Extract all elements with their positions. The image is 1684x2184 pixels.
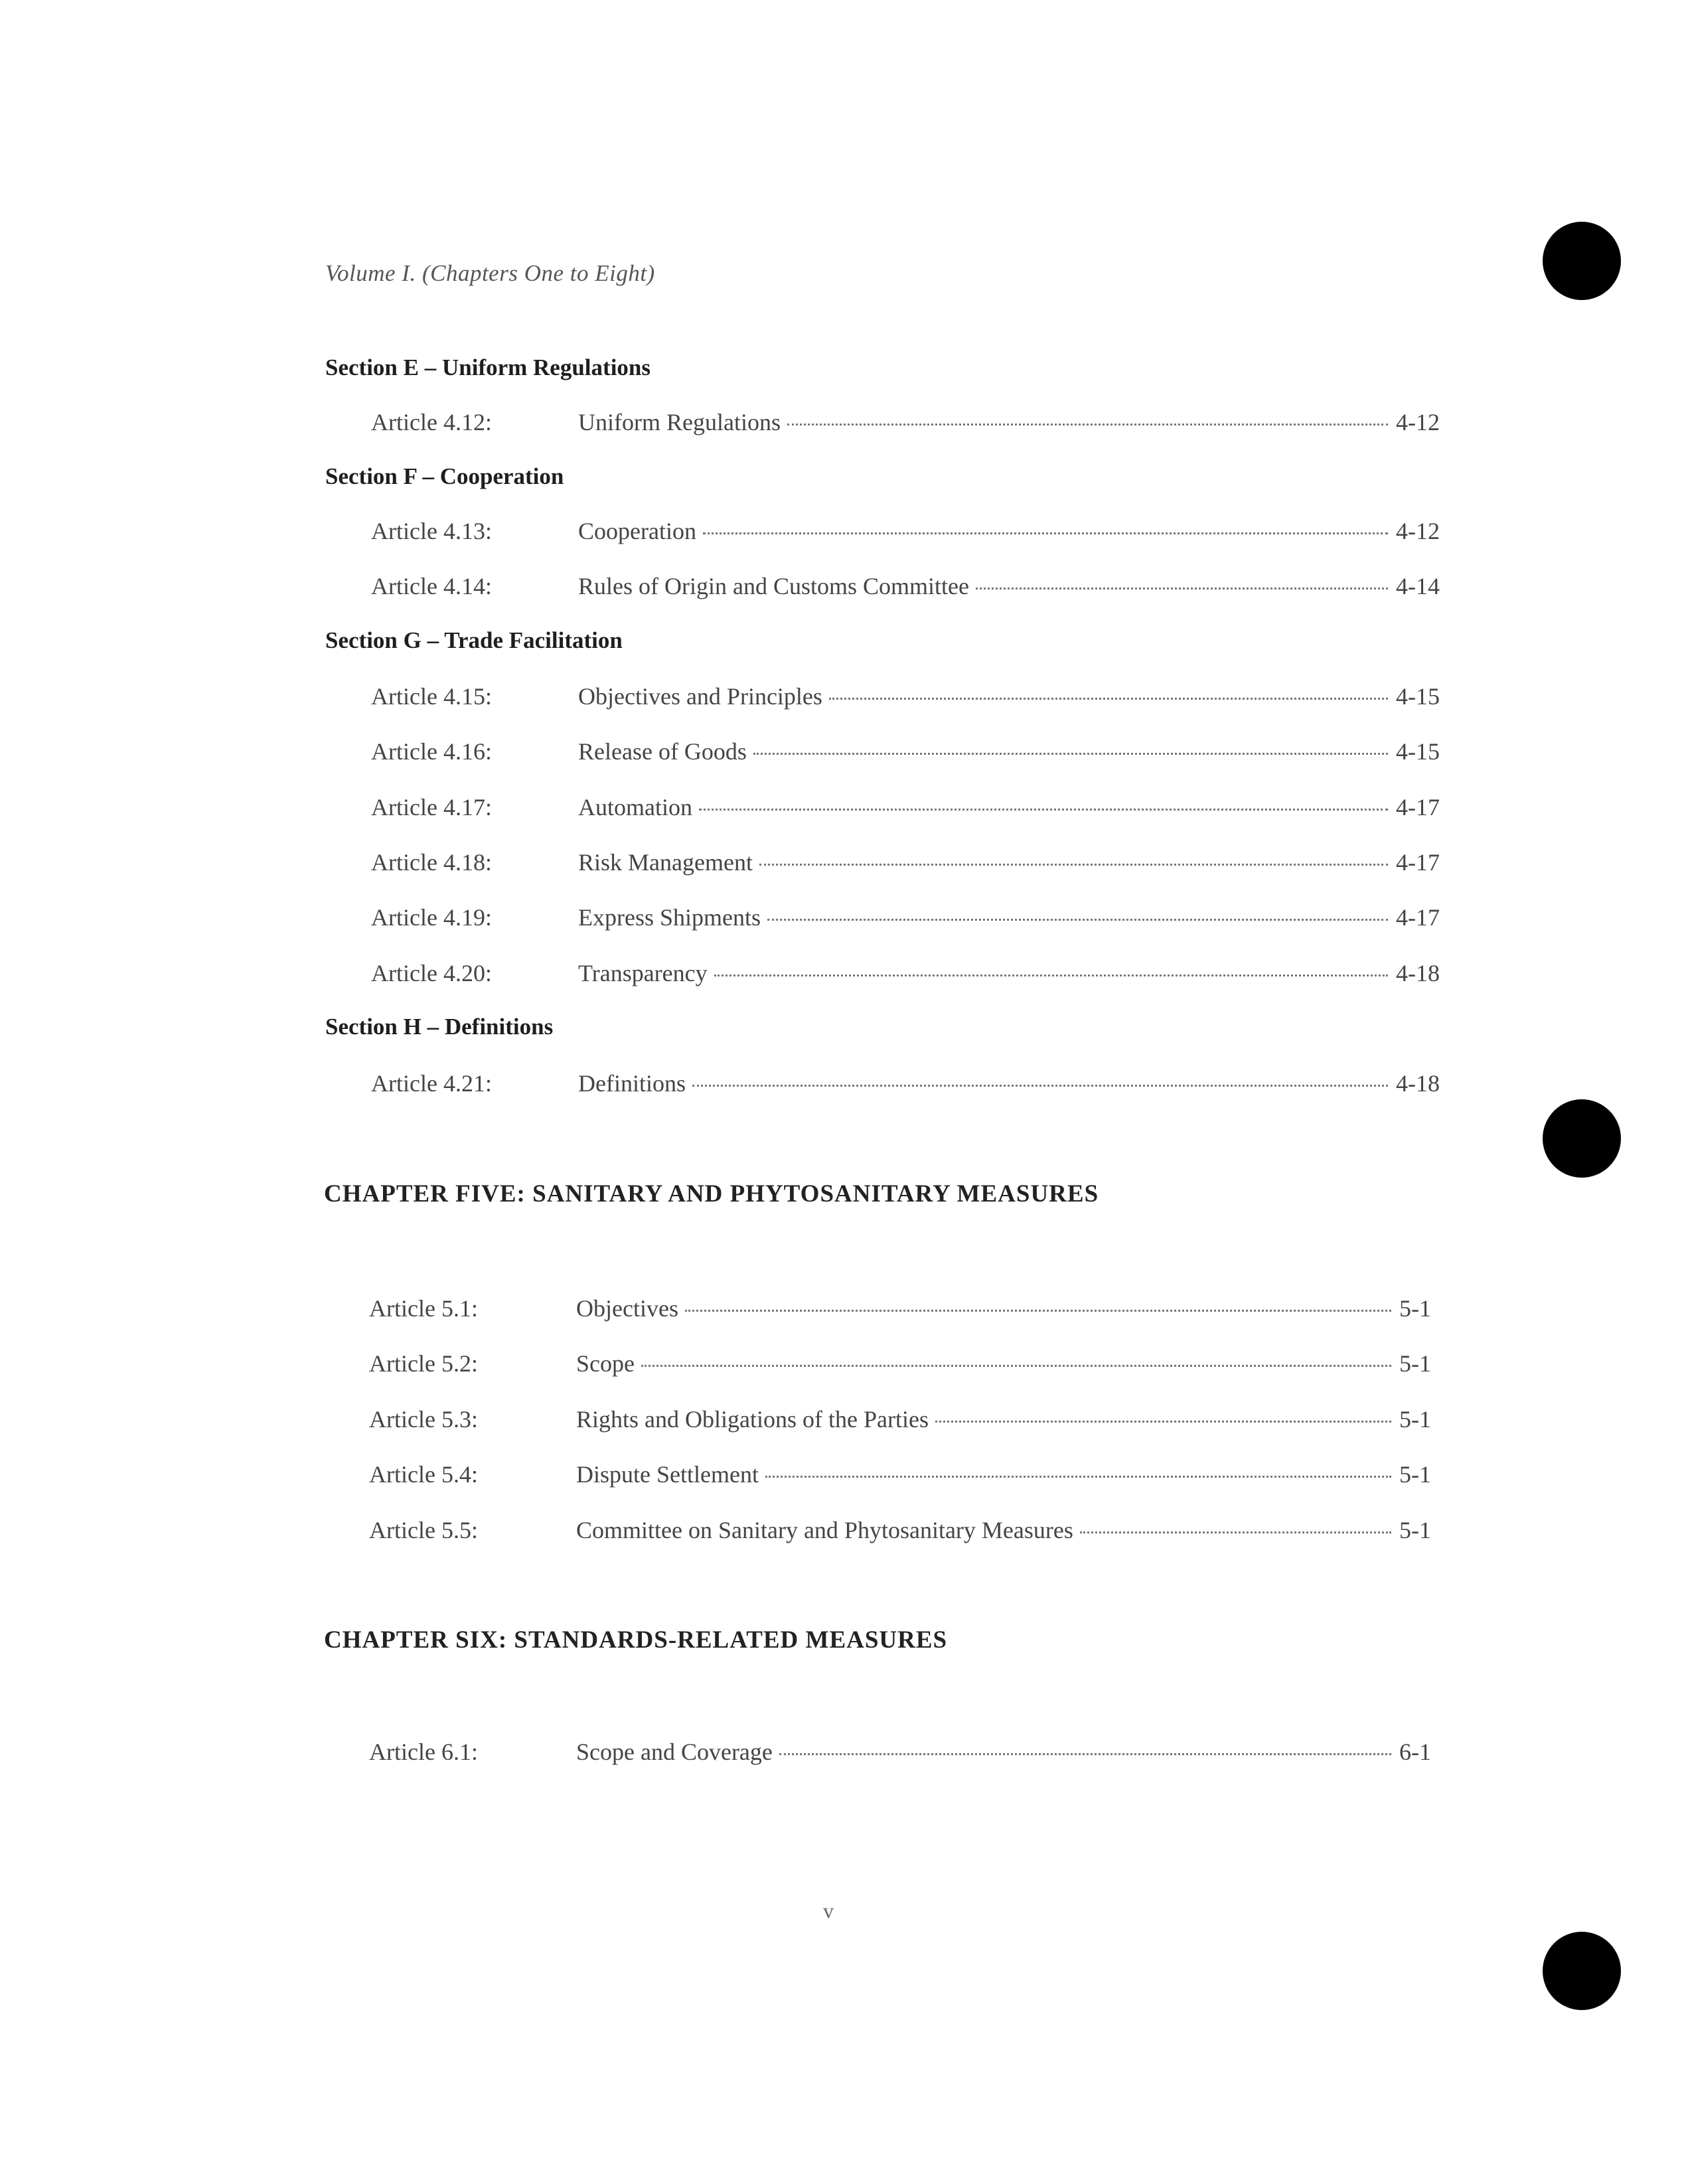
dot-leader [976, 587, 1388, 589]
dot-leader [787, 424, 1388, 426]
toc-row[interactable] [369, 1516, 1431, 1548]
toc-page-ref: 5-1 [1399, 1406, 1431, 1433]
toc-page-ref: 4-18 [1396, 1070, 1440, 1097]
dot-leader [829, 698, 1388, 700]
toc-page-ref: 4-12 [1396, 409, 1440, 435]
toc-row[interactable] [369, 1350, 1431, 1381]
toc-article-title: Objectives and Principles [578, 683, 822, 710]
toc-page-ref: 4-18 [1396, 960, 1440, 986]
toc-page-ref: 5-1 [1399, 1295, 1431, 1322]
chapter-six-heading: CHAPTER SIX: STANDARDS-RELATED MEASURES [324, 1626, 948, 1654]
toc-row[interactable] [371, 848, 1440, 880]
toc-page-ref: 4-17 [1396, 794, 1440, 820]
toc-row[interactable] [369, 1405, 1431, 1437]
toc-article-number: Article 4.18: [371, 849, 492, 876]
toc-article-number: Article 4.12: [371, 409, 492, 435]
toc-page-ref: 4-15 [1396, 738, 1440, 765]
toc-article-number: Article 4.14: [371, 573, 492, 599]
toc-row[interactable] [371, 793, 1440, 825]
toc-row[interactable] [371, 682, 1440, 714]
toc-article-title: Transparency [578, 960, 708, 986]
toc-row[interactable] [371, 408, 1440, 440]
toc-row[interactable] [369, 1460, 1431, 1492]
toc-article-title: Risk Management [578, 849, 753, 876]
toc-article-title: Scope and Coverage [576, 1739, 773, 1765]
toc-row[interactable] [369, 1294, 1431, 1326]
dot-leader [779, 1753, 1391, 1755]
toc-article-number: Article 4.15: [371, 683, 492, 710]
toc-article-number: Article 4.17: [371, 794, 492, 820]
toc-page-ref: 4-17 [1396, 904, 1440, 931]
section-h-heading: Section H – Definitions [325, 1014, 554, 1040]
toc-article-title: Objectives [576, 1295, 678, 1322]
toc-article-title: Committee on Sanitary and Phytosanitary Measures [576, 1517, 1073, 1543]
page-number: v [823, 1899, 834, 1922]
toc-article-number: Article 4.21: [371, 1070, 492, 1097]
toc-row[interactable] [371, 738, 1440, 769]
toc-page-ref: 5-1 [1399, 1517, 1431, 1543]
toc-row[interactable] [371, 517, 1440, 549]
toc-row[interactable] [371, 1069, 1440, 1101]
toc-article-title: Rights and Obligations of the Parties [576, 1406, 929, 1433]
toc-article-number: Article 5.3: [369, 1406, 478, 1433]
dot-leader [765, 1476, 1391, 1478]
dot-leader [703, 532, 1388, 534]
dot-leader [935, 1421, 1391, 1423]
toc-article-number: Article 5.1: [369, 1295, 478, 1322]
toc-article-number: Article 4.16: [371, 738, 492, 765]
section-f-heading: Section F – Cooperation [325, 463, 564, 489]
toc-article-number: Article 4.19: [371, 904, 492, 931]
punch-hole-top [1543, 222, 1621, 300]
section-e-heading: Section E – Uniform Regulations [325, 354, 651, 380]
dot-leader [1080, 1531, 1391, 1533]
toc-article-title: Automation [578, 794, 692, 820]
toc-article-title: Rules of Origin and Customs Committee [578, 573, 969, 599]
toc-article-title: Cooperation [578, 518, 696, 544]
dot-leader [699, 809, 1388, 811]
toc-page-ref: 4-15 [1396, 683, 1440, 710]
chapter-five-heading: CHAPTER FIVE: SANITARY AND PHYTOSANITARY MEASURES [324, 1180, 1099, 1208]
toc-row[interactable] [371, 572, 1440, 604]
toc-article-number: Article 6.1: [369, 1739, 478, 1765]
toc-page-ref: 4-14 [1396, 573, 1440, 599]
toc-row[interactable] [369, 1738, 1431, 1770]
toc-page-ref: 6-1 [1399, 1739, 1431, 1765]
toc-article-number: Article 4.20: [371, 960, 492, 986]
toc-row[interactable] [371, 959, 1440, 991]
toc-article-title: Release of Goods [578, 738, 747, 765]
toc-article-number: Article 5.2: [369, 1350, 478, 1377]
toc-article-number: Article 4.13: [371, 518, 492, 544]
dot-leader [759, 864, 1388, 866]
punch-hole-middle [1543, 1099, 1621, 1178]
toc-page-ref: 5-1 [1399, 1350, 1431, 1377]
toc-page-ref: 4-12 [1396, 518, 1440, 544]
dot-leader [714, 975, 1388, 976]
dot-leader [685, 1310, 1391, 1312]
toc-article-title: Express Shipments [578, 904, 761, 931]
toc-article-title: Scope [576, 1350, 635, 1377]
dot-leader [692, 1085, 1388, 1087]
punch-hole-bottom [1543, 1932, 1621, 2010]
dot-leader [641, 1365, 1391, 1367]
section-g-heading: Section G – Trade Facilitation [325, 627, 623, 653]
toc-article-number: Article 5.4: [369, 1461, 478, 1488]
toc-article-number: Article 5.5: [369, 1517, 478, 1543]
toc-article-title: Dispute Settlement [576, 1461, 759, 1488]
dot-leader [753, 753, 1388, 755]
toc-article-title: Uniform Regulations [578, 409, 781, 435]
dot-leader [767, 919, 1388, 921]
toc-article-title: Definitions [578, 1070, 686, 1097]
toc-page-ref: 5-1 [1399, 1461, 1431, 1488]
running-header: Volume I. (Chapters One to Eight) [325, 260, 655, 286]
toc-row[interactable] [371, 903, 1440, 935]
toc-page-ref: 4-17 [1396, 849, 1440, 876]
